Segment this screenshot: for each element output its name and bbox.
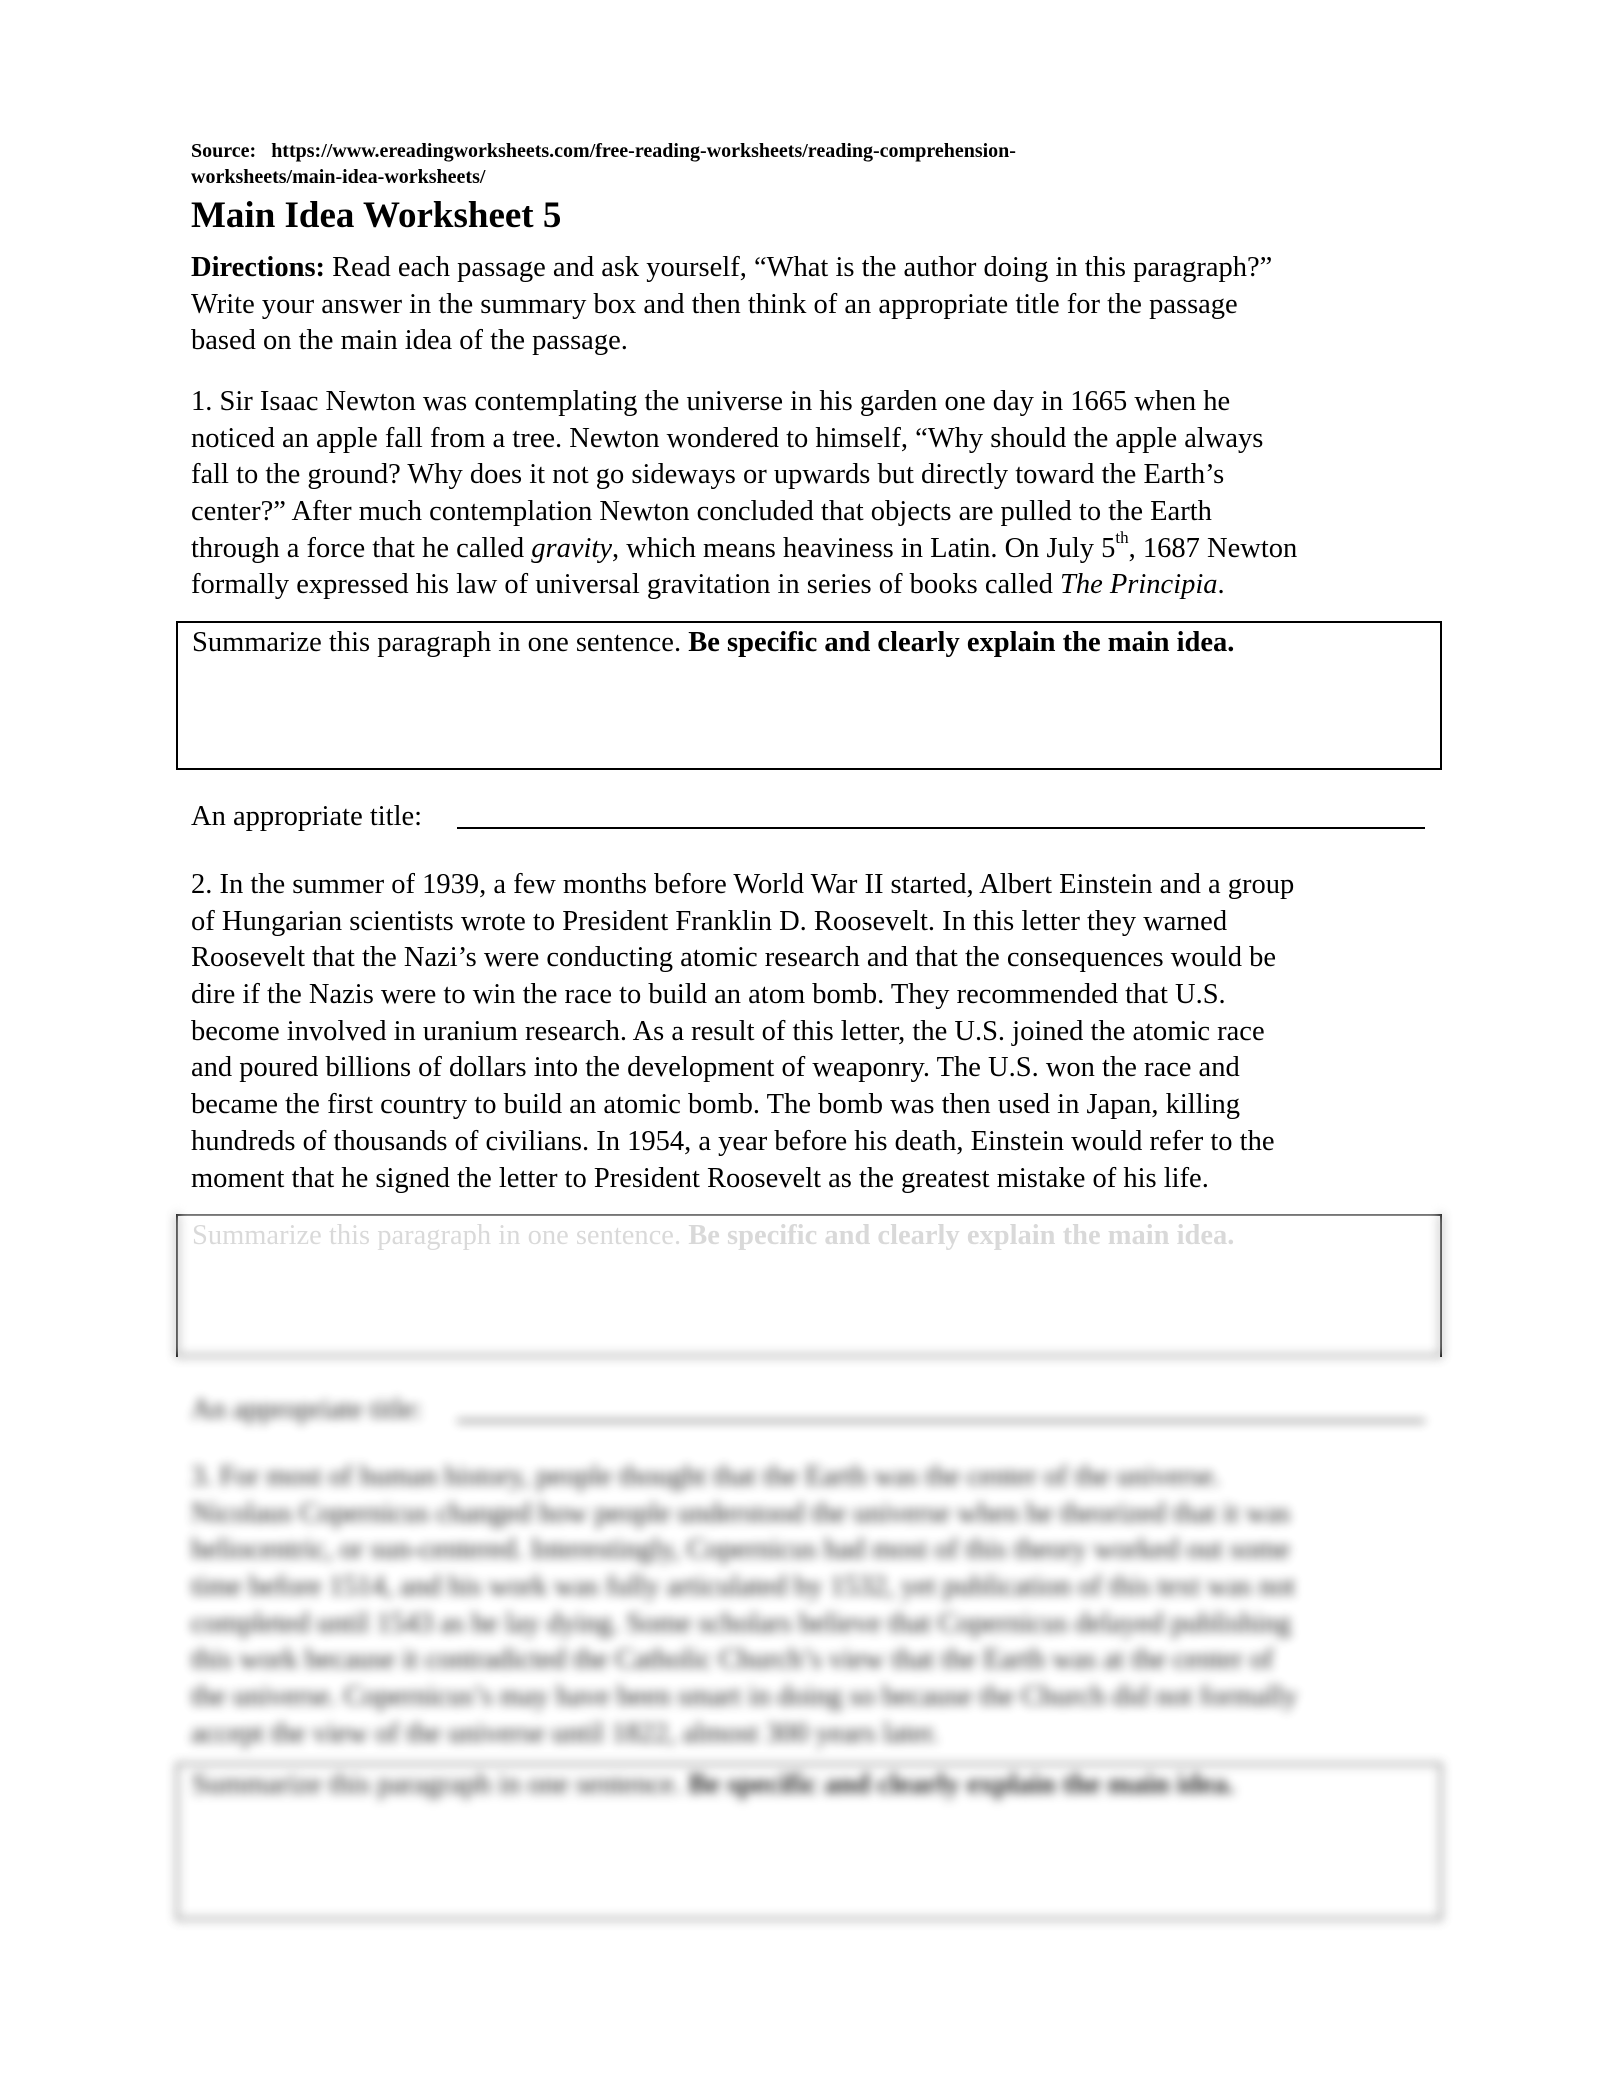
directions-line-1: Directions: Read each passage and ask yourself, “What is the author doing in this paragraph?” [191,252,1273,283]
passage-1-line: center?” After much contemplation Newton concluded that objects are pulled to the Earth [191,496,1212,528]
passage-2-line: 2. In the summer of 1939, a few months before World War II started, Albert Einstein and a group [191,869,1295,900]
passage-3 [191,1459,1297,1753]
passage-2-line: moment that he signed the letter to President Roosevelt as the greatest mistake of his life. [191,1162,1209,1194]
summary-box-3 [176,1763,1442,1920]
passage-1-line: 1. Sir Isaac Newton was contemplating the universe in his garden one day in 1665 when he [191,386,1231,417]
title-answer-line-1[interactable] [457,827,1425,829]
source-line-2: worksheets/main-idea-worksheets/ [191,166,486,188]
passage-1-line: through a force that he called gravity, which means heaviness in Latin. On July 5th, 1687 Newton [191,528,1298,564]
passage-1-line: formally expressed his law of universal gravitation in series of books called The Principia. [191,569,1225,601]
passage-3-line: 3. For most of human history, people thought that the Earth was the center of the universe. [191,1461,1221,1492]
page-title: Main Idea Worksheet 5 [191,195,562,236]
summary-prompt: Summarize this paragraph in one sentence. Be specific and clearly explain the main idea. [192,1769,1235,1800]
directions-label: Directions: [191,252,326,283]
passage-3-line: completed until 1543 as he lay dying. Some scholars believe that Copernicus delayed publishing [191,1607,1292,1639]
passage-2-line: of Hungarian scientists wrote to President Franklin D. Roosevelt. In this letter they warned [191,905,1228,937]
passage-3-line: the universe. Copernicus’s may have been smart in doing so because the Church did not formally [191,1681,1298,1713]
book-title: The Principia [1060,569,1218,601]
summary-box-2-lower [176,1214,1442,1357]
passage-2 [191,867,1294,1197]
ordinal-suffix: th [1115,528,1129,548]
passage-2-line: hundreds of thousands of civilians. In 1954, a year before his death, Einstein would refer to the [191,1125,1275,1157]
passage-1-line: fall to the ground? Why does it not go sideways or upwards but directly toward the Earth’s [191,459,1225,491]
term-gravity: gravity [531,532,612,564]
passage-3-line: accept the view of the universe until 1822, almost 300 years later. [191,1717,939,1749]
passage-2-line: and poured billions of dollars into the development of weaponry. The U.S. won the race and [191,1052,1240,1084]
passage-1-line: noticed an apple fall from a tree. Newton wondered to himself, “Why should the apple always [191,422,1264,454]
source-label: Source: [191,140,257,162]
passage-3-line: this work because it contradicted the Catholic Church’s view that the Earth was at the center of [191,1644,1274,1676]
passage-3-line: time before 1514, and his work was fully articulated by 1532, yet publication of this text was not [191,1571,1296,1603]
passage-2-line: become involved in uranium research. As a result of this letter, the U.S. joined the atomic race [191,1015,1265,1047]
directions [191,250,1272,360]
passage-2-line: became the first country to build an atomic bomb. The bomb was then used in Japan, killing [191,1089,1241,1121]
blurred-preview-region [0,1257,1620,1957]
title-prompt-2: An appropriate title: [191,1394,423,1425]
passage-3-line: Nicolaus Copernicus changed how people understood the universe when he theorized that it was [191,1497,1291,1529]
title-answer-line-2 [457,1420,1425,1422]
directions-line-3: based on the main idea of the passage. [191,325,628,357]
passage-2-line: dire if the Nazis were to win the race to build an atom bomb. They recommended that U.S. [191,979,1226,1011]
source-line-1 [191,138,1016,164]
passage-1 [191,384,1297,604]
passage-3-line: heliocentric, or sun-centered. Interestingly, Copernicus had most of this theory worked out some [191,1534,1291,1566]
source-url-part1: https://www.ereadingworksheets.com/free-reading-worksheets/reading-comprehension- [271,140,1016,162]
summary-box-1[interactable] [176,621,1442,770]
passage-2-line: Roosevelt that the Nazi’s were conducting atomic research and that the consequences would be [191,942,1276,974]
summary-prompt: Summarize this paragraph in one sentence. Be specific and clearly explain the main idea. [192,627,1235,658]
title-prompt-1: An appropriate title: [191,801,423,832]
directions-line-2: Write your answer in the summary box and then think of an appropriate title for the passage [191,288,1238,320]
